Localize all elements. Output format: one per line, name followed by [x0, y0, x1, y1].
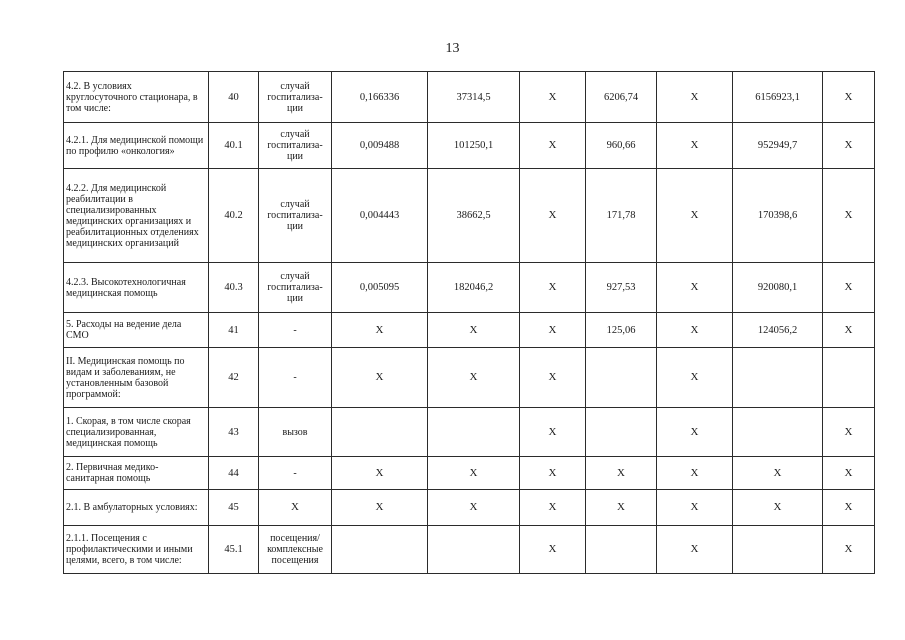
row-unit: случай госпитализа-ции — [259, 123, 332, 169]
row-unit: случай госпитализа-ции — [259, 72, 332, 123]
cell-col8: X — [657, 490, 733, 526]
cell-col10: X — [823, 526, 875, 574]
cell-col9: 124056,2 — [733, 313, 823, 348]
data-table — [63, 71, 875, 574]
table-row — [64, 408, 875, 457]
cell-col8: X — [657, 457, 733, 490]
cell-col7: 927,53 — [586, 263, 657, 313]
row-unit: - — [259, 348, 332, 408]
table-row — [64, 490, 875, 526]
cell-col8: X — [657, 123, 733, 169]
row-code: 45.1 — [209, 526, 259, 574]
cell-col6: X — [520, 169, 586, 263]
cell-col9: 170398,6 — [733, 169, 823, 263]
cell-col5: 182046,2 — [428, 263, 520, 313]
row-name: 4.2.1. Для медицинской помощи по профилю «онкология» — [64, 123, 209, 169]
row-name: 2.1. В амбулаторных условиях: — [64, 490, 209, 526]
cell-col9: X — [733, 490, 823, 526]
row-code: 40 — [209, 72, 259, 123]
row-unit: случай госпитализа-ции — [259, 263, 332, 313]
cell-col6: X — [520, 348, 586, 408]
cell-col7: X — [586, 490, 657, 526]
cell-col8: X — [657, 526, 733, 574]
cell-col6: X — [520, 526, 586, 574]
table-row — [64, 169, 875, 263]
cell-col10: X — [823, 72, 875, 123]
cell-col4: 0,009488 — [332, 123, 428, 169]
row-code: 40.2 — [209, 169, 259, 263]
cell-col10: X — [823, 263, 875, 313]
cell-col8: X — [657, 72, 733, 123]
cell-col6: X — [520, 457, 586, 490]
row-name: 1. Скорая, в том числе скорая специализированная, медицинская помощь — [64, 408, 209, 457]
cell-col8: X — [657, 313, 733, 348]
cell-col9 — [733, 526, 823, 574]
cell-col4: X — [332, 490, 428, 526]
table-row — [64, 457, 875, 490]
cell-col10: X — [823, 123, 875, 169]
row-name: 4.2. В условиях круглосуточного стационара, в том числе: — [64, 72, 209, 123]
cell-col9: 952949,7 — [733, 123, 823, 169]
cell-col5: 37314,5 — [428, 72, 520, 123]
cell-col6: X — [520, 490, 586, 526]
cell-col5: X — [428, 313, 520, 348]
cell-col10: X — [823, 408, 875, 457]
cell-col6: X — [520, 72, 586, 123]
row-code: 45 — [209, 490, 259, 526]
cell-col4 — [332, 408, 428, 457]
cell-col7 — [586, 348, 657, 408]
cell-col4: X — [332, 348, 428, 408]
row-name: 5. Расходы на ведение дела СМО — [64, 313, 209, 348]
table-row — [64, 123, 875, 169]
cell-col4: X — [332, 313, 428, 348]
row-name: 4.2.2. Для медицинской реабилитации в специализированных медицинских организациях и реабилитационных отделениях медицинских организаций — [64, 169, 209, 263]
row-code: 43 — [209, 408, 259, 457]
table-row — [64, 72, 875, 123]
row-unit: - — [259, 457, 332, 490]
cell-col7: 171,78 — [586, 169, 657, 263]
row-unit: посещения/ комплексные посещения — [259, 526, 332, 574]
row-name: II. Медицинская помощь по видам и заболеваниям, не установленным базовой программой: — [64, 348, 209, 408]
cell-col8: X — [657, 348, 733, 408]
row-code: 44 — [209, 457, 259, 490]
cell-col8: X — [657, 169, 733, 263]
row-code: 41 — [209, 313, 259, 348]
table-row — [64, 263, 875, 313]
cell-col4: X — [332, 457, 428, 490]
row-unit: случай госпитализа-ции — [259, 169, 332, 263]
cell-col6: X — [520, 408, 586, 457]
cell-col6: X — [520, 123, 586, 169]
row-name: 2. Первичная медико-санитарная помощь — [64, 457, 209, 490]
cell-col10: X — [823, 457, 875, 490]
row-unit: вызов — [259, 408, 332, 457]
cell-col9 — [733, 408, 823, 457]
cell-col10: X — [823, 169, 875, 263]
row-code: 40.3 — [209, 263, 259, 313]
cell-col7 — [586, 408, 657, 457]
cell-col10: X — [823, 313, 875, 348]
cell-col6: X — [520, 313, 586, 348]
cell-col6: X — [520, 263, 586, 313]
row-name: 4.2.3. Высокотехнологичная медицинская помощь — [64, 263, 209, 313]
row-code: 42 — [209, 348, 259, 408]
cell-col7 — [586, 526, 657, 574]
cell-col4 — [332, 526, 428, 574]
cell-col5: 38662,5 — [428, 169, 520, 263]
table-row — [64, 313, 875, 348]
cell-col9 — [733, 348, 823, 408]
table-row — [64, 348, 875, 408]
cell-col5 — [428, 408, 520, 457]
row-name: 2.1.1. Посещения с профилактическими и иными целями, всего, в том числе: — [64, 526, 209, 574]
cell-col4: 0,005095 — [332, 263, 428, 313]
cell-col5: X — [428, 348, 520, 408]
cell-col10: X — [823, 490, 875, 526]
table-row — [64, 526, 875, 574]
row-code: 40.1 — [209, 123, 259, 169]
cell-col7: X — [586, 457, 657, 490]
cell-col7: 960,66 — [586, 123, 657, 169]
cell-col8: X — [657, 408, 733, 457]
cell-col5: 101250,1 — [428, 123, 520, 169]
cell-col4: 0,166336 — [332, 72, 428, 123]
page-number: 13 — [445, 41, 460, 56]
cell-col5 — [428, 526, 520, 574]
cell-col7: 125,06 — [586, 313, 657, 348]
cell-col7: 6206,74 — [586, 72, 657, 123]
cell-col9: 920080,1 — [733, 263, 823, 313]
cell-col4: 0,004443 — [332, 169, 428, 263]
cell-col9: X — [733, 457, 823, 490]
cell-col5: X — [428, 490, 520, 526]
cell-col9: 6156923,1 — [733, 72, 823, 123]
cell-col5: X — [428, 457, 520, 490]
cell-col8: X — [657, 263, 733, 313]
row-unit: X — [259, 490, 332, 526]
cell-col10 — [823, 348, 875, 408]
row-unit: - — [259, 313, 332, 348]
